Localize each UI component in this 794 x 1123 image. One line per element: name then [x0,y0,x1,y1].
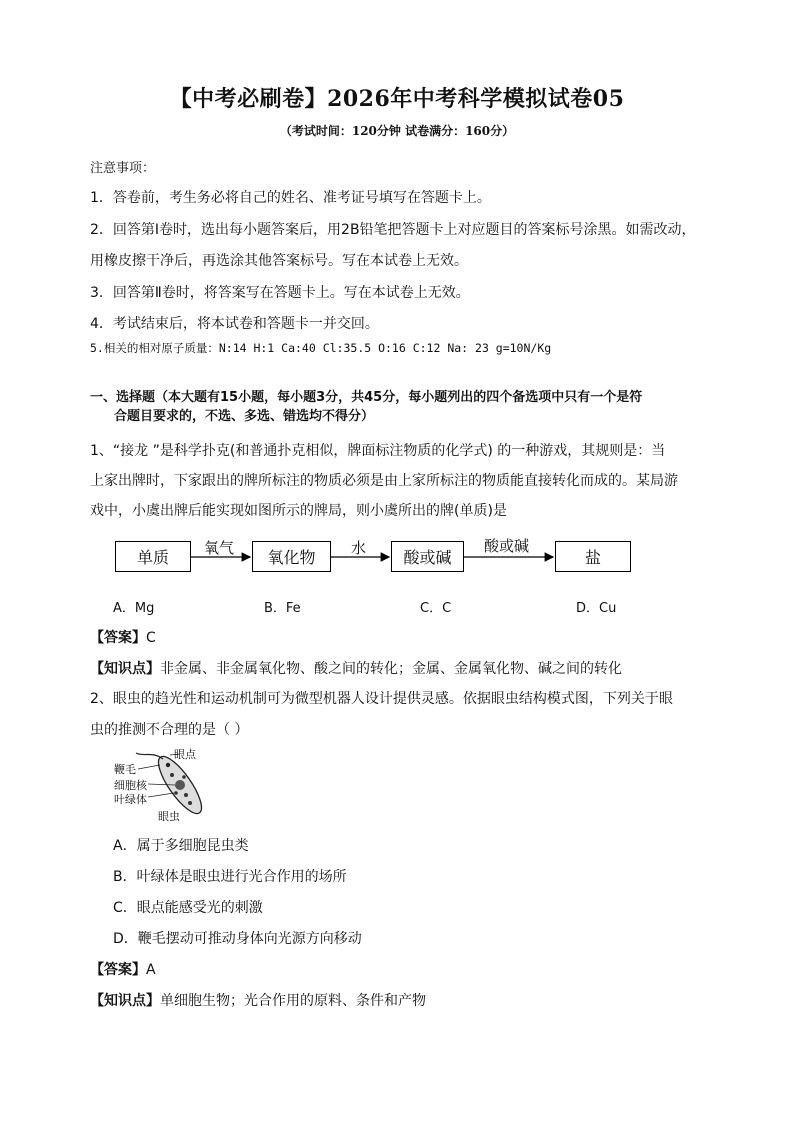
question-2-text: 2、眼虫的趋光性和运动机制可为微型机器人设计提供灵感。依据眼虫结构模式图，下列关于眼 [90,691,673,707]
question-1-text: 戏中，小虞出牌后能实现如图所示的牌局，则小虞所出的牌(单质)是 [90,503,507,519]
arrow-label-acid-base: 酸或碱 [484,537,530,555]
nucleus-shape [175,780,185,790]
knowledge-tag: 【知识点】 [90,661,160,677]
option-d: D．Cu [576,601,617,616]
knowledge-value: 非金属、非金属氧化物、酸之间的转化；金属、金属氧化物、碱之间的转化 [160,661,622,677]
knowledge-line [90,658,622,678]
notice-item: 4．考试结束后，将本试卷和答题卡一并交回。 [90,316,379,332]
question-1-text: 上家出牌时，下家跟出的牌所标注的物质必须是由上家所标注的物质能直接转化而成的。某局游 [90,473,678,489]
page-title: 【中考必刷卷】2026年中考科学模拟试卷05 [169,86,625,112]
option-b: B．叶绿体是眼虫进行光合作用的场所 [113,869,347,885]
option-a: A．Mg [113,601,155,616]
knowledge-line [90,990,426,1010]
answer-value: C [146,630,156,646]
exam-info: （考试时间：120分钟 试卷满分：160分） [279,124,515,138]
knowledge-value: 单细胞生物；光合作用的原料、条件和产物 [160,993,426,1009]
answer-line [90,959,156,979]
flow-box-oxide: 氧化物 [252,541,331,572]
notice-item: 1．答卷前，考生务必将自己的姓名、准考证号填写在答题卡上。 [90,190,491,206]
flow-box-element: 单质 [115,541,191,572]
label-eyespot: 眼点 [174,748,196,761]
flow-box-salt: 盐 [555,541,631,572]
option-c: C．C [420,601,452,616]
label-euglena: 眼虫 [158,810,180,823]
notice-item: 用橡皮擦干净后，再选涂其他答案标号。写在本试卷上无效。 [90,253,468,269]
option-b: B．Fe [264,601,301,616]
answer-tag: 【答案】 [90,962,146,978]
label-flagellum: 鞭毛 [114,763,136,776]
knowledge-tag: 【知识点】 [90,993,160,1009]
option-c: C．眼点能感受光的刺激 [113,900,263,916]
answer-line [90,627,156,647]
label-nucleus: 细胞核 [114,779,147,792]
label-chloroplast: 叶绿体 [114,793,147,806]
notice-item: 5.相关的相对原子质量：N:14 H:1 Ca:40 Cl:35.5 O:16 C:12 Na: 23 g=10N/Kg [90,341,552,355]
notice-item: 3．回答第Ⅱ卷时，将答案写在答题卡上。写在本试卷上无效。 [90,285,470,301]
answer-tag: 【答案】 [90,630,146,646]
arrow-label-water: 水 [351,539,367,557]
option-d: D．鞭毛摆动可推动身体向光源方向移动 [113,931,362,947]
question-1-text: 1、“接龙 ”是科学扑克(和普通扑克相似，牌面标注物质的化学式) 的一种游戏，其规则是：当 [90,443,666,459]
flow-box-acid-base: 酸或碱 [391,541,464,572]
eyespot-shape [166,763,170,767]
notice-heading: 注意事项： [90,161,156,176]
section-heading-cont: 合题目要求的，不选、多选、错选均不得分） [114,409,375,424]
question-2-text: 虫的推测不合理的是（ ） [90,722,249,738]
notice-item: 2．回答第Ⅰ卷时，选出每小题答案后，用2B铅笔把答题卡上对应题目的答案标号涂黑。如需改动， [90,222,696,238]
section-heading: 一、选择题（本大题有15小题，每小题3分，共45分，每小题列出的四个备选项中只有一个是符 [90,390,643,405]
option-a: A．属于多细胞昆虫类 [113,838,249,854]
arrow-label-oxygen: 氧气 [204,539,235,557]
answer-value: A [146,962,156,978]
